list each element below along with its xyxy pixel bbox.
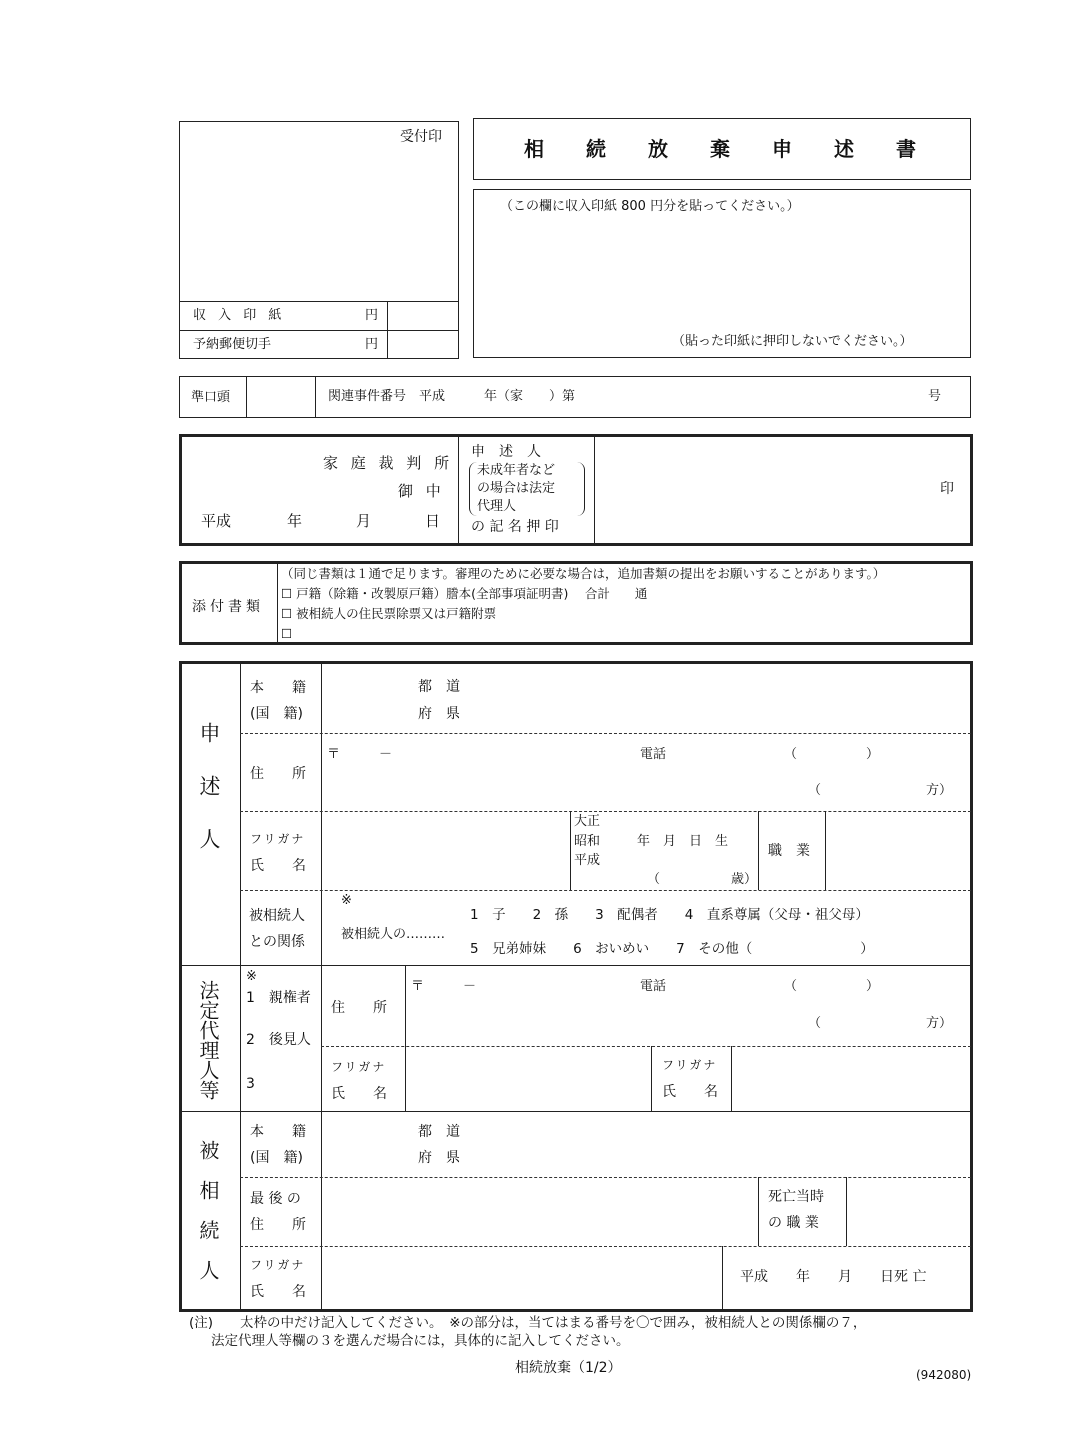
applicant-address-label: 住 所 [250, 766, 306, 782]
age-label: 歳） [731, 872, 758, 887]
legal-rep-name-field-1[interactable] [407, 1048, 650, 1110]
revenue-stamp-label: 収 入 印 紙 [193, 308, 286, 323]
legal-rep-mark: ※ [246, 969, 257, 984]
applicant-tel-paren-open: （ [784, 747, 798, 762]
sign-line5: の 記 名 押 印 [471, 519, 559, 535]
footer-note-line2: 法定代理人等欄の３を選んだ場合には，具体的に記入してください。 [211, 1333, 630, 1349]
decedent-honseki-label: 本 籍 [250, 1124, 306, 1140]
legal-rep-tel-paren-open: （ [784, 979, 798, 994]
court-date-day: 日 [425, 512, 441, 530]
applicant-postal: 〒 － [327, 747, 393, 762]
decedent-honseki-field[interactable] [323, 1113, 970, 1176]
applicant-fuken: 府 県 [418, 706, 460, 722]
applicant-name-field[interactable] [323, 813, 569, 889]
birth-date-label: 年 月 日 生 [637, 834, 729, 849]
occupation-field[interactable] [827, 813, 970, 889]
footer-note-label: (注) [189, 1315, 214, 1331]
applicant-kata: 方） [926, 783, 953, 798]
form-code: (942080) [916, 1368, 972, 1382]
legal-rep-name-label-2: 氏 名 [662, 1084, 718, 1100]
decedent-death-occupation-field[interactable] [848, 1179, 970, 1245]
legal-rep-address-field[interactable] [407, 967, 970, 1045]
applicant-name-label: 氏 名 [250, 858, 306, 874]
attachment-item-2[interactable]: ☐ 被相続人の住民票除票又は戸籍附票 [281, 606, 497, 621]
decedent-furigana-label: フリガナ [250, 1258, 306, 1272]
decedent-kokuseki-label: (国 籍) [250, 1150, 303, 1166]
birth-era-taisho: 大正 [574, 814, 601, 829]
age-paren-open: （ [647, 872, 661, 887]
attachments-note: （同じ書類は１通で足ります。審理のために必要な場合は，追加書類の提出をお願いすることがあります。） [281, 566, 886, 581]
sign-line1: 申 述 人 [471, 444, 541, 460]
sign-line4: 代理人 [477, 499, 517, 514]
legal-rep-kata: 方） [926, 1016, 953, 1031]
court-date-year: 年 [287, 512, 303, 530]
applicant-honseki-label: 本 籍 [250, 680, 306, 696]
applicant-todo: 都 道 [418, 679, 460, 695]
occupation-label: 職 業 [768, 843, 810, 859]
decedent-last-address-label-1: 最 後 の [250, 1191, 301, 1207]
legal-rep-furigana-label: フリガナ [331, 1060, 387, 1074]
relation-intro: 被相続人の……… [341, 927, 446, 942]
jun-koto-label: 準口頭 [191, 390, 231, 405]
decedent-name-label: 氏 名 [250, 1284, 306, 1300]
applicant-kokuseki-label: (国 籍) [250, 706, 303, 722]
applicant-tel-paren-close: ） [866, 747, 880, 762]
gochu-label: 御 中 [398, 482, 445, 500]
decedent-death-occupation-label-2: の 職 業 [768, 1215, 819, 1231]
document-title: 相続放棄申述書 [524, 137, 958, 161]
legal-rep-option-2[interactable]: 2 後見人 [246, 1032, 311, 1048]
applicant-honseki-field[interactable] [323, 665, 970, 731]
court-date-month: 月 [356, 512, 372, 530]
decedent-last-address-label-2: 住 所 [250, 1217, 306, 1233]
decedent-todo: 都 道 [418, 1124, 460, 1140]
decedent-last-address-field[interactable] [323, 1179, 757, 1245]
seal-mark: 印 [940, 481, 954, 497]
legal-rep-kata-open: （ [808, 1016, 822, 1031]
legal-rep-tel-paren-close: ） [866, 979, 880, 994]
applicant-section-label: 申述人 [197, 722, 221, 881]
birth-era-showa: 昭和 [574, 834, 601, 849]
revenue-stamp-area[interactable] [473, 189, 971, 358]
relation-label-1: 被相続人 [249, 908, 305, 924]
legal-rep-name-field-2[interactable] [733, 1048, 970, 1110]
receipt-stamp-label: 受付印 [400, 129, 442, 145]
attachments-label: 添付書類 [192, 599, 264, 615]
decedent-name-field[interactable] [323, 1248, 721, 1309]
receipt-box [179, 121, 459, 359]
legal-rep-option-3[interactable]: 3 [246, 1076, 255, 1092]
stamp-note-top: （この欄に収入印紙 800 円分を貼ってください。） [500, 199, 800, 214]
legal-rep-option-1[interactable]: 1 親権者 [246, 990, 311, 1006]
postage-label: 予納郵便切手 [193, 337, 272, 352]
legal-rep-name-label: 氏 名 [331, 1086, 387, 1102]
applicant-signature-field[interactable] [596, 437, 970, 543]
postage-yen: 円 [365, 337, 379, 352]
legal-rep-furigana-label-2: フリガナ [662, 1058, 718, 1072]
decedent-fuken: 府 県 [418, 1150, 460, 1166]
legal-rep-tel-label: 電話 [640, 979, 667, 994]
applicant-tel-label: 電話 [640, 747, 667, 762]
case-number-suffix: 号 [928, 389, 942, 404]
legal-rep-address-label: 住 所 [331, 1000, 387, 1016]
relation-label-2: との関係 [249, 934, 305, 950]
decedent-section-label: 被相続人 [196, 1140, 220, 1300]
relation-options-row2[interactable]: 5 兄弟姉妹 6 おいめい 7 その他（ ） [470, 941, 874, 957]
birth-era-heisei: 平成 [574, 853, 601, 868]
applicant-furigana-label: フリガナ [250, 832, 306, 846]
court-date-era: 平成 [201, 512, 232, 530]
relation-options-row1[interactable]: 1 子 2 孫 3 配偶者 4 直系尊属（父母・祖父母） [470, 907, 869, 923]
related-case-label: 関連事件番号 平成 年（家 ）第 [328, 389, 576, 404]
legal-rep-section-label: 法定代理人等 [196, 980, 220, 1100]
sign-line3: の場合は法定 [477, 481, 556, 496]
sign-line2: 未成年者など [477, 463, 556, 478]
court-label: 家 庭 裁 判 所 [323, 454, 454, 472]
footer-note-line1: 太枠の中だけ記入してください。 ※の部分は，当てはまる番号を〇で囲み，被相続人との関係欄の７， [240, 1315, 867, 1331]
attachment-item-3[interactable]: ☐ [281, 626, 293, 641]
relation-mark: ※ [341, 893, 352, 908]
applicant-kata-open: （ [808, 783, 822, 798]
page-indicator: 相続放棄（1/2） [515, 1360, 622, 1376]
decedent-death-date[interactable]: 平成 年 月 日死 亡 [740, 1269, 927, 1285]
decedent-death-occupation-label-1: 死亡当時 [768, 1189, 824, 1205]
revenue-yen: 円 [365, 308, 379, 323]
applicant-address-field[interactable] [323, 735, 970, 809]
stamp-note-bottom: （貼った印紙に押印しないでください。） [672, 334, 913, 349]
legal-rep-postal: 〒 － [411, 979, 477, 994]
attachment-item-1[interactable]: ☐ 戸籍（除籍・改製原戸籍）謄本(全部事項証明書) 合計 通 [281, 586, 648, 601]
